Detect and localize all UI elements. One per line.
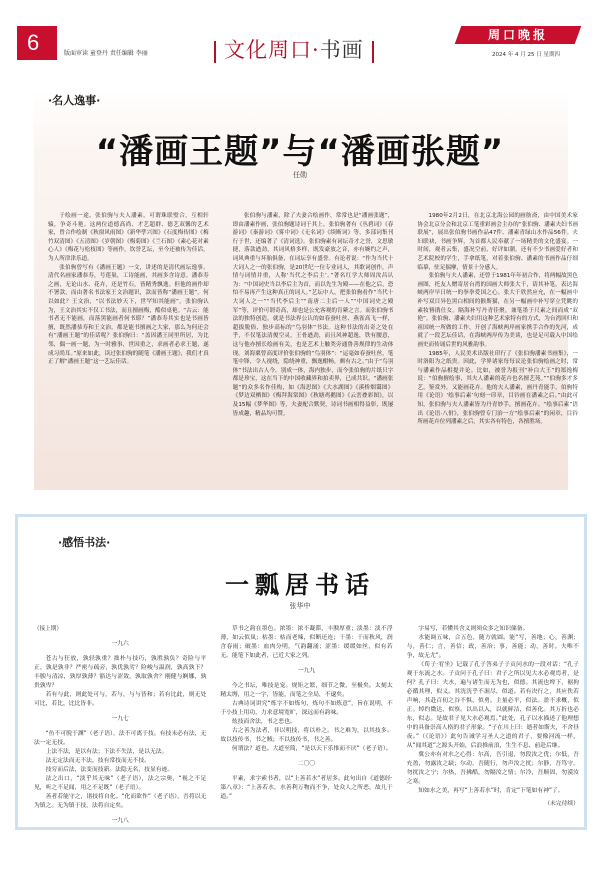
paragraph: 何谓法？道也。大道至简，“是以天下乐推而不厌”（老子语）。 [231, 746, 392, 752]
paper-logo [455, 26, 582, 44]
text-column [417, 212, 578, 482]
text-column [48, 212, 209, 482]
article-body [48, 212, 578, 482]
section-number: 一九九 [297, 668, 316, 674]
divider [214, 41, 216, 63]
paragraph: “鱼不可脱于渊”（老子语），法不可离于技。有技未必有法，无法一定无技。 [34, 731, 207, 746]
paragraph: 法之出口，“淡乎其无味”（老子语），法之宗奥，“视之不足见，听之不足闻，用之不足既”（老子语）。 [34, 776, 207, 791]
paragraph: 草书之韵在墨色。浓墨：浓不凝滞，丰腴厚重；淡墨：淡不浮薄，如云似岚；枯墨：枯而老辣，似断还连；干墨：干而秋风，润含春雨；破墨：血肉分明，气韵翻涌；涩墨：缓缓如丝，似有若无。能笔下如此者，已近大家之列。 [220, 626, 393, 659]
section-dot: · [312, 38, 320, 62]
paragraph: 善者若能守之，诸技将自化。“化而欲作”（老子语），吾将以无为镇之。无为镇于技，法将自定矣。 [34, 794, 207, 809]
paragraph: 1980年2月2日，在北京北海公园的画舫斋，由中国美术家协会北京分会和北京工笔重彩画会主办的“张伯驹、潘素夫妇书画联展”，展出张伯驹书画作品47件、潘素青绿山水作品56件。夫妇联袂，书画争辉，为首都人民奉献了一场精美的文化盛宴。一时间，观者云集，盛况空前，好评如潮。还有不少书画爱好者和艺术院校的学生，手拿纸笔，对着张伯驹、潘素的书画作品仔细临摹，驻足揣摩，情景十分感人。 [417, 213, 579, 271]
paragraph: 古之善为法者，非以明技，将以朴之。书之难为，以其技多。故以技传书，书之贼；不以技传书，书之善。 [220, 728, 393, 743]
article-author: 任勋 [293, 171, 307, 179]
section-title [206, 34, 382, 64]
section-sub: 书画 [319, 38, 364, 62]
column-label: ·感悟书法· [58, 536, 111, 549]
paragraph: 冀公亦有对水之心得：尔高，吾引退，勿段汝之优；尔低，吾充盈，勿露汝之缺；尔动，吾随行，勿声汝之扰；尔静，吾笃守，勿扰汝之宁；尔热，吾拂酷，勿隔汝之情；尔冷，吾顺固，勿漠汝之寒。 [406, 752, 579, 785]
paragraph: 上法不法，是以有法；下法不失法，是以无法。 [45, 749, 168, 755]
section-main: 文化周口 [224, 38, 312, 62]
paragraph: 1985年，人民美术出版社印行了《张伯驹潘素书画集》，一时洛阳为之纸贵。因此，学界诸家每每议论张伯驹绘画之时，常与潘素作品相提并论。比如，被誉为报刊“补白大王”的郑逸梅说：“伯驹擅绘事，其夫人潘素的花卉也名擅艺苑。”“伯驹多才多艺，鉴赏外，又能画花卉。他的夫人潘素，画丹青能手，伯驹特用《论语》‘绘事后素’句刻一印章，目钤画在潘素之后。”由此可知，张伯驹与夫人潘素皆为丹青妙手，擅画花卉。“绘事后素”语出《论语·八佾》，张伯驹曾专门治一方“绘事后素”的闲章，目钤所画花卉位列潘素之后，其实各有特色，各擅胜场。 [417, 350, 579, 426]
paragraph: 《荀子·宥坐》记载了孔子答弟子子贡问水的一段对话：“孔子观于东流之水。子贡问于孔子曰：君子之所以见大水必观焉者，是何？孔子曰：夫水，遍与诸生而无为也，似德。其流也埤下，裾拘必循其理，似义。其洸洸乎不淈尽，似道。若有决行之，其应佚若声响，其赴百仞之谷不惧，似勇。主量必平，似法。盈不求概，似正。绰约微达，似察。以出以入，以就鲜洁，似善化。其万折也必东，似志。是故君子见大水必观焉。”此处，孔子以水描述了他理想中的具备崇高人格的君子形象。“子在川上曰：逝者如斯夫，不舍昼夜。”（《论语》）此句告诫学习圣人之道的君子，要像河流一样，从“闻其道”之源头开始，后浪推前浪，生生不息、前赴后继。 [406, 662, 579, 749]
continued-note: （接上期） [34, 626, 62, 632]
section-number: 一九八 [111, 818, 129, 824]
article-title: 一瓢居书话 [225, 570, 375, 599]
paragraph: 炫技而舍法，书之恶也。 [231, 719, 296, 725]
text-column [220, 625, 392, 825]
paragraph: 古典诗词讲究“炼字不如炼句，炼句不如炼意”，旨在说明，不于小技上用功，力求意境宽旷，深远而有韵味。 [220, 701, 393, 716]
paragraph: 若有与此，则此处可与，若与，与与皆和；若有比此，则无处可比，若比，比比皆非。 [34, 692, 207, 707]
divider [372, 41, 374, 63]
paragraph: 于绘画一途，张伯驹与夫人潘素，可谓珠联璧合，互相轩辕，争奇斗艳。这两位道德高尚、才艺超群、德艺双馨的艺术家，曾合作绘制《秋窗风雨图》《新华孳兴图》《石度梅传图》《梅竹双清图》《五清图》《岁朝图》《梅菊图》《兰石图》《素心花对素心人》《梅花与松枝图》等画作，饮誉艺坛，至今还被传为佳话，为人所津津乐道。 [48, 213, 209, 262]
to-be-continued: （未完待续） [544, 801, 579, 807]
text-column [233, 212, 394, 482]
paragraph: 平素，求字索书者，以“上善若水”者居多。此句出自《道德经·第八章》：“上善若水，水善利万物而不争，处众人之所恶，故几于道。” [220, 776, 393, 800]
article-author: 张华中 [289, 602, 311, 610]
issue-date: 2024 年 4 月 25 日 星期四 [492, 52, 560, 58]
text-column [407, 625, 579, 825]
editors-credit: 版面审读 童登丹 责任编辑 李丽 [64, 50, 148, 57]
masthead [0, 0, 600, 60]
paragraph: 水能调五味，合五色，随方就圆。能“写，善地；心，善渊；与，善仁；言，善信；政，善治；事，善能；动，善时。夫唯不争，故无尤”。 [406, 635, 579, 659]
paragraph: 张伯驹与潘素，除了夫妻合绘画作，常常也是“潘画张题”，即由潘素作画，张伯驹题诗词于其上。张伯驹著有《丛碧词》《春游词》《秦游词》《雾中词》《无名词》《续断词》等，多部词集刊行于世，还编著了《清词选》。张伯驹素有词坛奇才之誉，文思敏捷，落款遒劲，其词风格多样，既发豪放之音，亦有婉约之声，词风典重与坏胎俱备，在词坛享有盛誉。有论者说：“作为当代十大词人之一的张伯驹，是20世纪一位专业词人，其歌词创作，声情与词情并重，人称‘当代之李后主’。”著名红学大师周汝昌认为：“中国词史当以李后主为首，而以先生为殿——在他之后，恐怕不易再产生这种真正的词人。”艺坛中人，把张伯驹看作“当代十大词人之一”“当代李后主”“南唐二主后一人”“中国词史之殿军”等，评价可谓奇高，却也是公允客观的肯綮之言。而张伯驹书法的独特创造，就是书法界公认的如春蚕吐丝、燕雀高飞一样，超拔脱俗、独步高标的“鸟羽体”书法。这种书法的出奇之处在乎，不仅笔法清俊空灵，王骨遒劲，而且风神超逸，铁有腰意，这与他亦擅长绘画有关，也是艺术上触类旁通鲁善规律的生动体现。刘海粟曾高度评价张伯驹的“鸟羽体”：“运毫如春蚕吐丝，笔笔中锋，令人视绕，隐绕神重，飘逸酣畅，颇有古之。”由于“鸟羽体”书法出古人今，别成一体，海内独步，而今张伯驹的片纸只字都是珍宝，这在当下的中国收藏界和拍卖界，已成共识。“潘画张题”的众多名作佳构，如《海思图》《大水湖图》《溪桥烟霭图》《梦边双栖图》《梅拜海棠图》《秋塘鸡鹅图》《云峦叠彩图》，以及15幅《梦华图》等，夫妻配合默契，诗词书画相得益彰，既屡皆成趣，精品均可赞。 [232, 213, 394, 417]
section-number: 二〇〇 [297, 761, 316, 767]
paragraph: 张伯驹与夫人潘素，还曾于1981年年初合作，将两幅故黑色画图，托友人赠寄居台湾的国画大师张大千，请其补笔，表达海峡两岸早日统一的拳拳爱国之心。张大千欣然应允，在一幅画中补写双目异色黑白相间的猴斯猫，在另一幅画中补写穿立凭眺的素妆簪鹃仕女。隔海补写丹青佳聚，兼笔墨于尺素之间而成“双艳”。张伯驹、潘素夫妇用这种艺术家特有的方式，为台湾回归和祖国统一所做的工作，开创了海峡两岸画家携手合作的先河，成就了一段艺坛佳话，在海峡两岸传为美谈，也是足可载入中国绘画史而传诵后世的风雅韵事。 [417, 273, 579, 348]
paragraph: 技穷而后法，法变而技新。法隐无名，技显有迹。 [45, 767, 174, 773]
paragraph: 今之书坛，唯技是宠。规矩之繁，细节之微，至极矣。太刻太精太缛，用之一字，皆能，而笔之全局，不逮矣。 [220, 683, 393, 698]
text-column [34, 625, 206, 825]
article-body [34, 625, 579, 825]
section-number: 一九六 [111, 641, 129, 647]
article-title: “潘画王题”与“潘画张题” [95, 132, 505, 172]
paragraph: 法无定法而无不法，技有常技而无不技。 [45, 758, 150, 764]
section-number: 一九七 [111, 716, 129, 722]
paper-name: 周口晚报 [487, 28, 548, 42]
paragraph: 字易写，若懂其含义则须众多之知识储备。 [418, 626, 529, 632]
paragraph: 张伯驹曾写有《潘画王题》一文，讲述的是清代画坛逸事。清代名画家潘恭寿，号莲巢，工诗能画，其画多含诗意。潘恭寿之画，无论山水、花卉，还是竹石，皆精秀飘逸。但他的画作却不署款，而由著名书法家王文治题识，款而皆称“潘画王题”。何以如此？王文治，“以书法妙天下，世罕知其能画”。张伯驹认为，王文治其实不仅工书法，而且擅画梅，酷似桌艳。“古云：能书者无不能画，而落黑能画者何书耶？”潘恭寿其实也是书画皆擅，既然潘恭寿和王文治，都是能书擅画之大家，那么为何还会有“潘画王题”的佳话呢？张伯驹曰：“盖因潘王同里所居，为比邻，偶一画一题，为一时雅事，世因重之，求画者必求王题，遂成习尚耳。”原来如此，读过张伯驹的随笔《潘画王题》，我们才真正了解“潘画王题”这一艺坛佳话。 [48, 264, 209, 366]
paragraph: 知如水之美，再写“上善若水”时，肯定“下笔如有神”了。 [418, 788, 564, 794]
page-number: 6 [17, 26, 57, 60]
column-label: ·名人逸事· [48, 94, 101, 107]
paragraph: 苍古与狂放，孰轻孰重？拙朴与技巧，孰胜孰负？奇险与平正，孰是孰非？严密与疏旁，孰优孰劣？险峻与温润，孰高孰下？丰腴与清凉，孰厚孰薄？豁达与涩敛，孰取孰舍？刚健与婀娜，孰贵孰卑？ [34, 656, 207, 689]
